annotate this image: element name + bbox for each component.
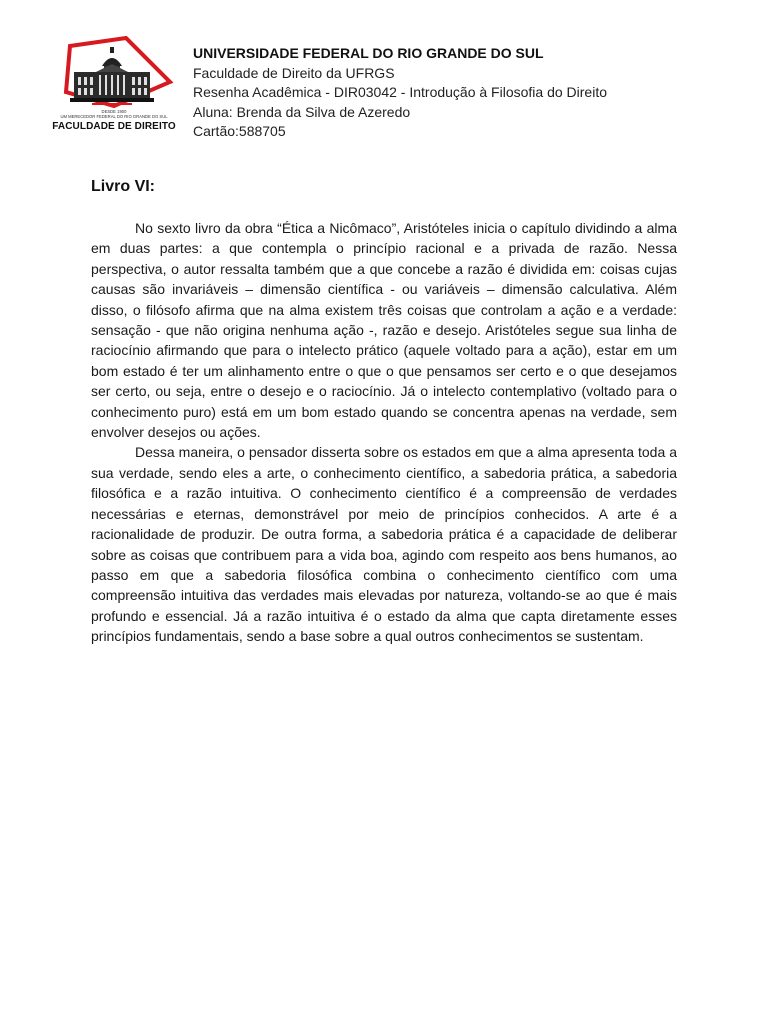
student-card: Cartão:588705 — [193, 123, 286, 140]
faculty-logo — [52, 36, 176, 144]
logo-small-text — [52, 109, 176, 119]
logo-subtitle-line: UM MERECEDOR FEDERAL DO RIO GRANDE DO SUL — [60, 114, 168, 119]
faculty-building-emblem — [52, 36, 176, 110]
paragraph-1: No sexto livro da obra “Ética a Nicômaco”, Aristóteles inicia o capítulo dividindo a alma em duas partes: a que contempla o princípio racional e a privada de razão. Nessa perspectiva, o autor ressalta também que a que concebe a razão é dividida em: coisas cujas causas são invariáveis – dimensão científica - ou variáveis – dimensão calculativa. Além disso, o filósofo afirma que na alma existem três coisas que controlam a ação e a verdade: sensação - que não origina nenhuma ação -, razão e desejo. Aristóteles segue sua linha de raciocínio afirmando que para o intelecto prático (aquele voltado para a ação), estar em um bom estado é ter um alinhamento entre o que o que pensamos ser certo e o que desejamos ser certo, ou seja, entre o desejo e o raciocínio. Já o intelecto contemplativo (voltado para o conhecimento puro) está em um bom estado quando se concentra apenas na verdade, sem envolver desejos ou ações. — [91, 220, 677, 441]
student-name: Aluna: Brenda da Silva de Azeredo — [193, 103, 411, 120]
logo-faculty-name: FACULDADE DE DIREITO — [52, 121, 176, 132]
document-header — [193, 44, 733, 142]
paragraph-2: Dessa maneira, o pensador disserta sobre os estados em que a alma apresenta toda a sua verdade, sendo eles a arte, o conhecimento científico, a sabedoria prática, a sabedoria filosófica e a razão intuitiva. O conhecimento científico é a compreensão de verdades necessárias e eternas, demonstrável por meio de princípios conhecidos. A arte é a racionalidade de produzir. De outra forma, a sabedoria prática é a capacidade de deliberar sobre as coisas que contribuem para a vida boa, agindo com respeito aos bens humanos, ao passo em que a sabedoria filosófica combina o conhecimento científico com uma compreensão intuitiva das verdades mais elevadas por natureza, voltando-se ao que é mais profundo e essencial. Já a razão intuitiva é o estado da alma que capta diretamente esses princípios fundamentais, sendo a base sobre a qual outros conhecimentos se sustentam. — [91, 444, 677, 645]
faculty-name: Faculdade de Direito da UFRGS — [193, 64, 395, 81]
course-line: Resenha Acadêmica - DIR03042 - Introdução à Filosofia do Direito — [193, 84, 607, 101]
section-title: Livro VI: — [91, 178, 156, 195]
university-name: UNIVERSIDADE FEDERAL DO RIO GRANDE DO SUL — [193, 45, 544, 61]
body-text — [91, 218, 677, 647]
logo-since-line: DESDE 1900 — [101, 109, 127, 114]
